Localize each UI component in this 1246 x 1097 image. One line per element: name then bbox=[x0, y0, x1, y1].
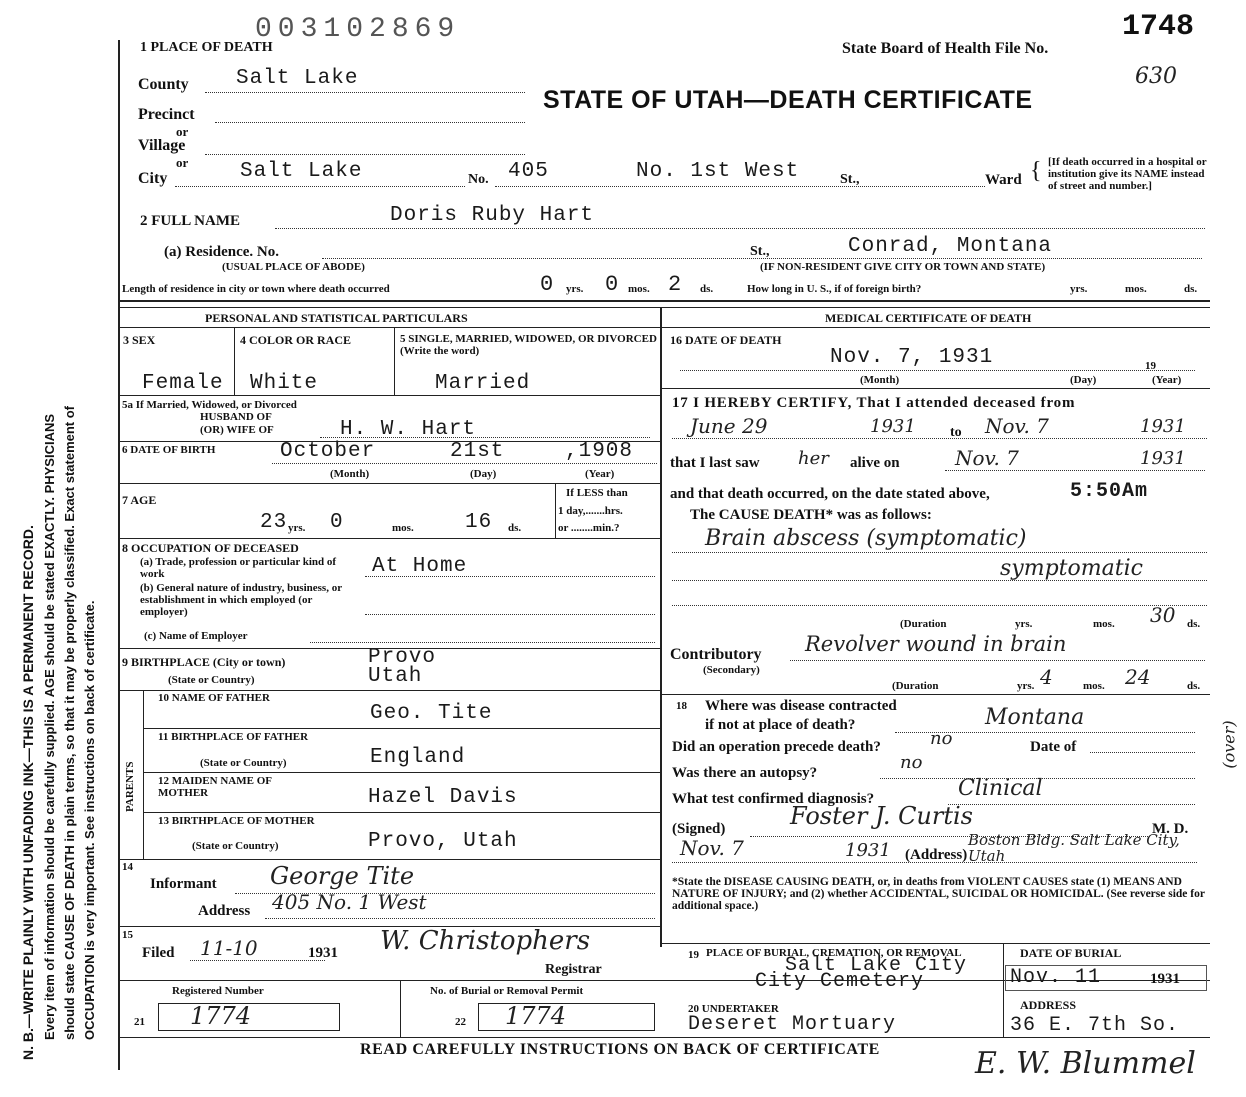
color-label: 4 COLOR OR RACE bbox=[240, 333, 352, 347]
burial-place-value: Salt Lake City bbox=[785, 954, 968, 977]
last-saw-label: that I last saw bbox=[670, 455, 760, 471]
attended-from-year: 1931 bbox=[870, 416, 916, 437]
footnote: *State the DISEASE CAUSING DEATH, or, in deaths from VIOLENT CAUSES state (1) MEANS AND NATURE OF INJURY; and (2) whether ACCIDENTAL, SUICIDAL OR HOMICIDAL. (See reverse side for additional space.) bbox=[672, 876, 1205, 912]
dob-year-caption: (Year) bbox=[585, 468, 615, 480]
dod-19: 19 bbox=[1145, 360, 1156, 372]
dob-day: 21st bbox=[450, 440, 505, 463]
informant-label: Informant bbox=[150, 876, 217, 892]
burial-place-label: PLACE OF BURIAL, CREMATION, OR REMOVAL bbox=[706, 947, 962, 959]
usual-place-note: (USUAL PLACE OF ABODE) bbox=[222, 261, 365, 273]
time-of-death: 5:50Am bbox=[1070, 480, 1149, 503]
residence-label: (a) Residence. No. bbox=[164, 244, 279, 260]
precinct-label: Precinct bbox=[138, 106, 195, 123]
ds2-label: ds. bbox=[1184, 283, 1198, 295]
medical-section-title: MEDICAL CERTIFICATE OF DEATH bbox=[825, 311, 1032, 325]
street-value: No. 1st West bbox=[636, 160, 800, 183]
registrar-label: Registrar bbox=[545, 962, 602, 977]
n15-label: 15 bbox=[122, 929, 133, 941]
autopsy-value: no bbox=[900, 752, 923, 773]
registrar-signature: W. Christophers bbox=[380, 926, 591, 956]
ward-brace: { bbox=[1030, 158, 1042, 184]
duration-label: (Duration bbox=[900, 618, 947, 630]
file-label: State Board of Health File No. bbox=[842, 40, 1049, 57]
signer-address: Boston Bldg. Salt Lake City, Utah bbox=[968, 831, 1180, 865]
burial-place-value-2: City Cemetery bbox=[755, 970, 925, 993]
instructions-note: READ CAREFULLY INSTRUCTIONS ON BACK OF CERTIFICATE bbox=[360, 1041, 880, 1058]
n18-label: 18 bbox=[676, 700, 687, 712]
marital-value: Married bbox=[435, 372, 531, 395]
contributory-label: Contributory bbox=[670, 646, 762, 663]
birthplace-state-label: (State or Country) bbox=[168, 674, 255, 686]
n21-label: 21 bbox=[134, 1016, 145, 1028]
burial-permit-value: 1774 bbox=[505, 1002, 567, 1030]
mother-value: Hazel Davis bbox=[368, 786, 518, 809]
dob-year: ,1908 bbox=[565, 440, 634, 463]
spouse-value: H. W. Hart bbox=[340, 418, 477, 441]
outer-frame bbox=[118, 40, 1212, 1070]
duration2-years-value: 4 bbox=[1040, 665, 1053, 689]
color-value: White bbox=[250, 372, 319, 395]
spouse-label-c: (OR) WIFE OF bbox=[200, 424, 274, 436]
village-label: Village bbox=[138, 137, 186, 154]
alive-on-label: alive on bbox=[850, 455, 900, 471]
less-than-b: 1 day,.......hrs. bbox=[558, 505, 623, 517]
duration-days-value: 30 bbox=[1150, 603, 1176, 627]
undertaker-label: 20 UNDERTAKER bbox=[688, 1003, 779, 1015]
age-months: 0 bbox=[330, 511, 344, 534]
mother-label: 12 MAIDEN NAME OF MOTHER bbox=[158, 775, 272, 799]
occupation-value: At Home bbox=[372, 555, 468, 578]
occ-a-label: (a) Trade, profession or particular kind of work bbox=[140, 556, 337, 580]
age-mos-label: mos. bbox=[392, 522, 414, 534]
attended-to-date: Nov. 7 bbox=[985, 414, 1049, 438]
city-value: Salt Lake bbox=[240, 160, 363, 183]
birthplace-state: Utah bbox=[368, 665, 423, 688]
n22-label: 22 bbox=[455, 1016, 466, 1028]
filed-label: Filed bbox=[142, 945, 175, 961]
sex-value: Female bbox=[142, 372, 224, 395]
full-name-value: Doris Ruby Hart bbox=[390, 204, 595, 227]
bottom-signature: E. W. Blummel bbox=[975, 1046, 1196, 1081]
birthplace-label: 9 BIRTHPLACE (City or town) bbox=[122, 655, 286, 669]
mos2-label: mos. bbox=[1125, 283, 1147, 295]
occ-c-label: (c) Name of Employer bbox=[144, 630, 248, 642]
yrs2-label: yrs. bbox=[1070, 283, 1088, 295]
side-note-3: should state CAUSE OF DEATH in plain terms, so that it may be properly classified. Exact statement of bbox=[62, 405, 77, 1040]
personal-section-title: PERSONAL AND STATISTICAL PARTICULARS bbox=[205, 311, 468, 325]
residence-days: 2 bbox=[668, 272, 683, 297]
how-long-label: How long in U. S., if of foreign birth? bbox=[747, 283, 922, 295]
county-value: Salt Lake bbox=[236, 67, 359, 90]
dod-label: 16 DATE OF DEATH bbox=[670, 333, 782, 347]
informant-address-value: 405 No. 1 West bbox=[272, 890, 427, 914]
burial-permit-label: No. of Burial or Removal Permit bbox=[430, 985, 584, 997]
street-no-value: 405 bbox=[508, 160, 549, 183]
father-birthplace-label: 11 BIRTHPLACE OF FATHER bbox=[158, 731, 309, 743]
non-resident-note: (IF NON-RESIDENT GIVE CITY OR TOWN AND STATE) bbox=[760, 261, 1046, 273]
where-label-b: if not at place of death? bbox=[705, 717, 856, 733]
street-no-label: No. bbox=[468, 172, 489, 187]
last-saw-year: 1931 bbox=[1140, 448, 1186, 469]
place-of-death-label: 1 PLACE OF DEATH bbox=[140, 40, 273, 55]
age-years: 23 bbox=[260, 511, 288, 534]
operation-value: no bbox=[930, 728, 953, 749]
city-label: City bbox=[138, 170, 168, 187]
address-label: (Address) bbox=[905, 847, 968, 863]
county-label: County bbox=[138, 76, 189, 93]
where-label-a: Where was disease contracted bbox=[705, 698, 897, 714]
test-label: What test confirmed diagnosis? bbox=[672, 791, 875, 807]
age-yrs-label: yrs. bbox=[288, 522, 306, 534]
undertaker-value: Deseret Mortuary bbox=[688, 1013, 897, 1036]
certificate-number: 003102869 bbox=[255, 14, 461, 45]
mother-birthplace-label: 13 BIRTHPLACE OF MOTHER bbox=[158, 815, 315, 827]
parents-vertical-label: PARENTS bbox=[124, 761, 136, 812]
ds-label: ds. bbox=[700, 283, 714, 295]
secondary-label: (Secondary) bbox=[703, 664, 760, 676]
duration-ds: ds. bbox=[1187, 618, 1201, 630]
birthplace-city: Provo bbox=[368, 646, 437, 669]
signed-value: Foster J. Curtis bbox=[790, 802, 973, 830]
reg-number-value: 1774 bbox=[190, 1002, 252, 1030]
where-value: Montana bbox=[985, 705, 1085, 730]
dod-year-caption: (Year) bbox=[1152, 374, 1182, 386]
file-number-handwritten: 630 bbox=[1135, 64, 1177, 89]
or-label-1: or bbox=[176, 124, 189, 139]
burial-date-label: DATE OF BURIAL bbox=[1020, 946, 1122, 960]
father-value: Geo. Tite bbox=[370, 702, 493, 725]
autopsy-label: Was there an autopsy? bbox=[672, 765, 818, 781]
dod-day-caption: (Day) bbox=[1070, 374, 1097, 386]
death-occurred-label: and that death occurred, on the date stated above, bbox=[670, 486, 990, 502]
burial-year-value: 1931 bbox=[1150, 971, 1180, 987]
dob-month: October bbox=[280, 440, 376, 463]
occ-b-label: (b) General nature of industry, business, or establishment in which employed (or employer) bbox=[140, 582, 342, 618]
burial-date-value: Nov. 11 bbox=[1010, 966, 1102, 989]
occupation-label: 8 OCCUPATION OF DECEASED bbox=[122, 541, 299, 555]
certify-label: 17 I HEREBY CERTIFY, That I attended deceased from bbox=[672, 395, 1076, 411]
residence-value: Conrad, Montana bbox=[848, 235, 1053, 258]
informant-signature: George Tite bbox=[270, 862, 415, 890]
less-than-a: If LESS than bbox=[566, 487, 628, 499]
signed-date: Nov. 7 bbox=[680, 836, 744, 860]
md-label: M. D. bbox=[1152, 821, 1189, 837]
reg-number-label: Registered Number bbox=[172, 985, 264, 997]
signed-year: 1931 bbox=[845, 840, 891, 861]
yrs-label: yrs. bbox=[566, 283, 584, 295]
undertaker-address-label: ADDRESS bbox=[1020, 998, 1077, 1012]
mother-birthplace-value: Provo, Utah bbox=[368, 830, 518, 853]
ward-note: [If death occurred in a hospital or institution give its NAME instead of street and number.] bbox=[1048, 156, 1207, 192]
side-note-4: OCCUPATION is very important. See instructions on back of certificate. bbox=[82, 600, 97, 1040]
cause-value-line2: symptomatic bbox=[1000, 556, 1143, 581]
file-number-printed: 1748 bbox=[1122, 10, 1195, 44]
over-note: (over) bbox=[1219, 720, 1239, 769]
age-days: 16 bbox=[465, 511, 493, 534]
last-saw-her: her bbox=[798, 448, 829, 469]
full-name-label: 2 FULL NAME bbox=[140, 213, 241, 229]
contributory-value: Revolver wound in brain bbox=[805, 632, 1067, 656]
n14-label: 14 bbox=[122, 861, 133, 873]
cause-label: The CAUSE DEATH* was as follows: bbox=[690, 507, 932, 523]
mos-label: mos. bbox=[628, 283, 650, 295]
st-label: St., bbox=[840, 172, 860, 187]
filed-date: 11-10 bbox=[200, 936, 258, 960]
residence-years: 0 bbox=[540, 272, 555, 297]
duration2-mos: mos. bbox=[1083, 680, 1105, 692]
side-note-2: Every item of information should be carefully supplied. AGE should be stated EXACTLY. PHYSICIANS bbox=[42, 413, 57, 1040]
age-ds-label: ds. bbox=[508, 522, 522, 534]
father-bp-state-label: (State or Country) bbox=[200, 757, 287, 769]
duration2-ds: ds. bbox=[1187, 680, 1201, 692]
father-label: 10 NAME OF FATHER bbox=[158, 692, 270, 704]
age-label: 7 AGE bbox=[122, 493, 157, 507]
spouse-label-b: HUSBAND OF bbox=[200, 411, 272, 423]
cause-value: Brain abscess (symptomatic) bbox=[705, 526, 1027, 551]
residence-months: 0 bbox=[605, 272, 620, 297]
duration-mos: mos. bbox=[1093, 618, 1115, 630]
less-than-c: or ........min.? bbox=[558, 522, 620, 534]
side-note-1: N. B.—WRITE PLAINLY WITH UNFADING INK—THIS IS A PERMANENT RECORD. bbox=[20, 525, 36, 1060]
sex-label: 3 SEX bbox=[123, 333, 156, 347]
attended-to-year: 1931 bbox=[1140, 416, 1186, 437]
duration2-months-value: 24 bbox=[1125, 665, 1151, 689]
test-value: Clinical bbox=[958, 776, 1043, 801]
page-title: STATE OF UTAH—DEATH CERTIFICATE bbox=[543, 86, 1033, 114]
dob-month-caption: (Month) bbox=[330, 468, 370, 480]
length-of-residence-label: Length of residence in city or town where death occurred bbox=[122, 283, 390, 295]
operation-label: Did an operation precede death? bbox=[672, 739, 881, 755]
informant-address-label: Address bbox=[198, 903, 251, 919]
dod-month-caption: (Month) bbox=[860, 374, 900, 386]
duration2-yrs: yrs. bbox=[1017, 680, 1035, 692]
duration2-label: (Duration bbox=[892, 680, 939, 692]
mother-bp-state-label: (State or Country) bbox=[192, 840, 279, 852]
dob-day-caption: (Day) bbox=[470, 468, 497, 480]
to-label: to bbox=[950, 425, 962, 440]
n19-label: 19 bbox=[688, 949, 699, 961]
dod-value: Nov. 7, 1931 bbox=[830, 346, 994, 369]
dob-label: 6 DATE OF BIRTH bbox=[122, 444, 216, 456]
marital-label: 5 SINGLE, MARRIED, WIDOWED, OR DIVORCED (Write the word) bbox=[400, 333, 657, 357]
residence-st-label: St., bbox=[750, 244, 770, 259]
or-label-2: or bbox=[176, 155, 189, 170]
duration-yrs: yrs. bbox=[1015, 618, 1033, 630]
spouse-label-a: 5a If Married, Widowed, or Divorced bbox=[122, 399, 297, 411]
father-birthplace-value: England bbox=[370, 746, 466, 769]
signed-label: (Signed) bbox=[672, 821, 726, 837]
filed-year: 1931 bbox=[308, 945, 338, 961]
last-saw-date: Nov. 7 bbox=[955, 446, 1019, 470]
attended-from-date: June 29 bbox=[690, 414, 768, 438]
ward-label: Ward bbox=[985, 172, 1022, 188]
undertaker-address-value: 36 E. 7th So. bbox=[1010, 1014, 1180, 1037]
date-of-label: Date of bbox=[1030, 739, 1077, 755]
